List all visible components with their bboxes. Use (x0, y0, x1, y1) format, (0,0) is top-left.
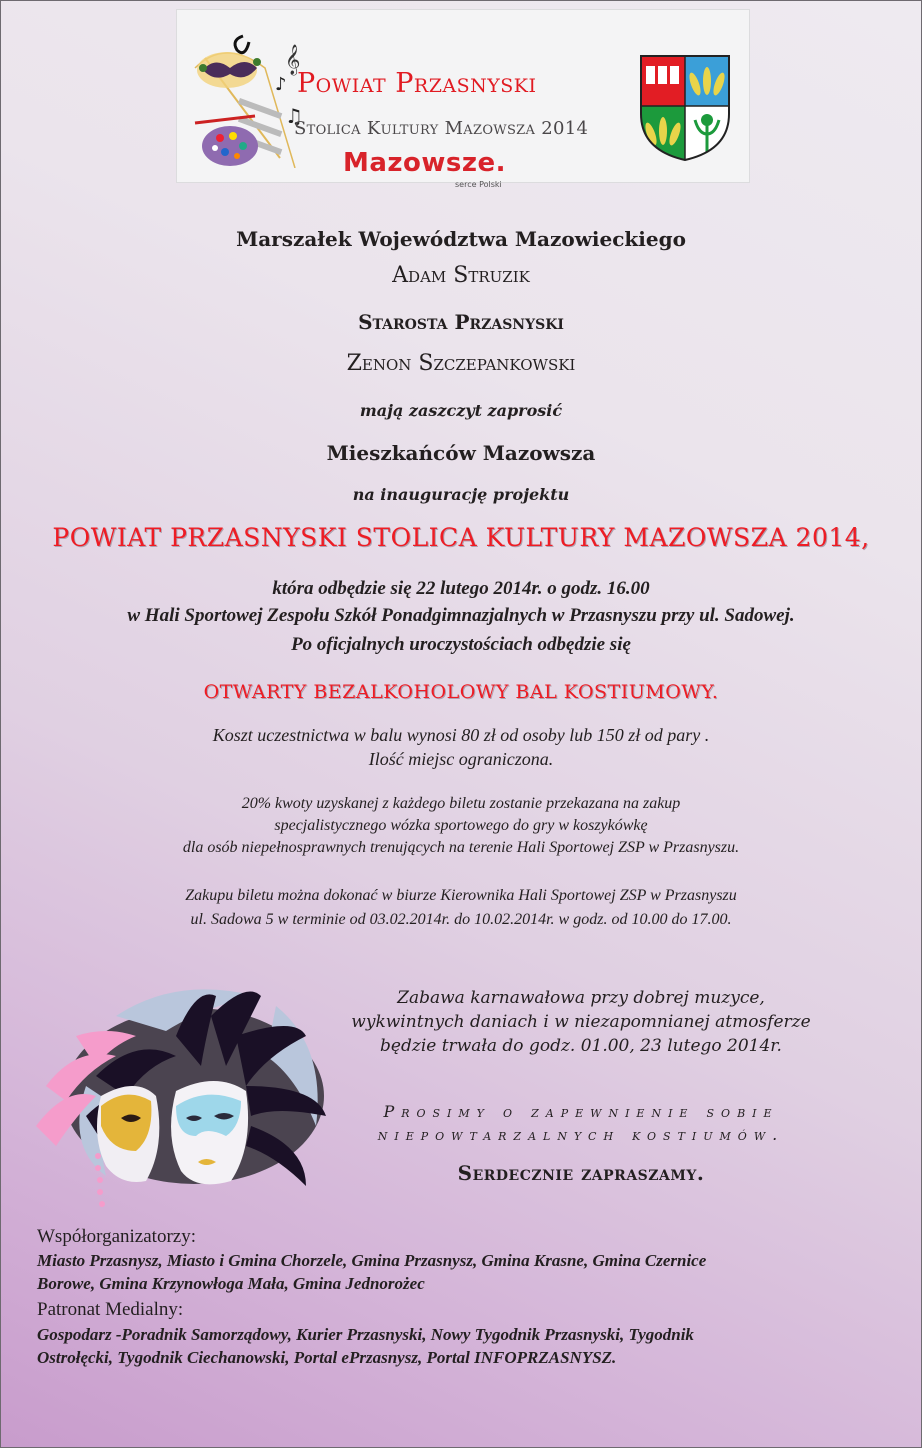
host-name-szczepankowski: Zenon Szczepankowski (346, 351, 576, 376)
host-name-struzik: Adam Struzik (392, 263, 530, 288)
party-line-3: będzie trwała do godz. 01.00, 23 lutego 2014r. (380, 1036, 782, 1056)
tickets-line-2: ul. Sadowa 5 w terminie od 03.02.2014r. do 10.02.2014r. w godz. od 10.00 do 17.00. (190, 911, 732, 928)
media-patrons-line-1: Gospodarz -Poradnik Samorządowy, Kurier Przasnyski, Nowy Tygodnik Przasnyski, Tygodnik (37, 1325, 694, 1344)
tickets-line-1: Zakupu biletu można dokonać w biurze Kierownika Hali Sportowej ZSP w Przasnyszu (185, 887, 737, 904)
svg-text:♫: ♫ (285, 104, 303, 128)
host-title-marshal: Marszałek Województwa Mazowieckiego (236, 227, 686, 251)
event-venue: w Hali Sportowej Zespołu Szkół Ponadgimnazjalnych w Przasnyszu przy ul. Sadowej. (127, 605, 795, 626)
seats-limited: Ilość miejsc ograniczona. (368, 749, 554, 769)
headline: POWIAT PRZASNYSKI STOLICA KULTURY MAZOWSZA 2014, (52, 523, 870, 552)
charity-line-3: dla osób niepełnosprawnych trenujących na terenie Hali Sportowej ZSP w Przasnyszu. (182, 839, 740, 856)
mazowsze-logo: Mazowsze. (343, 148, 507, 178)
event-date: która odbędzie się 22 lutego 2014r. o godz. 16.00 (272, 578, 650, 599)
cost-line: Koszt uczestnictwa w balu wynosi 80 zł od osoby lub 150 zł od pary . (212, 725, 710, 745)
coat-of-arms-icon (639, 54, 731, 162)
svg-text:𝄞: 𝄞 (285, 45, 301, 75)
charity-line-1: 20% kwoty uzyskanej z każdego biletu zostanie przekazana na zakup (241, 795, 681, 812)
svg-text:♪: ♪ (275, 74, 287, 95)
closing-greeting: Serdecznie zapraszamy. (457, 1161, 705, 1185)
costume-note-line-1: Prosimy o zapewnienie sobie (383, 1102, 779, 1121)
host-title-starosta: Starosta Przasnyski (358, 310, 564, 334)
banner-subtitle: Stolica Kultury Mazowsza 2014 (294, 118, 589, 139)
charity-line-2: specjalistycznego wózka sportowego do gry w koszykówkę (274, 817, 648, 834)
invite-audience: Mieszkańców Mazowsza (326, 441, 596, 465)
party-line-2: wykwintnych daniach i w niezapomnianej atmosferze (351, 1012, 811, 1032)
carnival-masks-illustration (26, 976, 346, 1226)
co-organizers-label: Współorganizatorzy: (37, 1226, 196, 1247)
banner-title: Powiat Przasnyski (297, 68, 537, 99)
media-patrons-label: Patronat Medialny: (37, 1299, 184, 1320)
mazowsze-tagline: serce Polski (455, 180, 502, 189)
art-palette-mask-icon (185, 28, 305, 168)
costume-note-line-2: niepowtarzalnych kostiumów. (377, 1125, 785, 1144)
ball-title: OTWARTY BEZALKOHOLOWY BAL KOSTIUMOWY. (203, 681, 719, 703)
logo-banner (176, 9, 750, 189)
party-line-1: Zabawa karnawałowa przy dobrej muzyce, (397, 988, 765, 1008)
invite-line: mają zaszczyt zaprosić (359, 401, 563, 420)
invite-project: na inaugurację projektu (352, 485, 570, 504)
co-organizers-line-2: Borowe, Gmina Krzynowłoga Mała, Gmina Jednorożec (37, 1274, 425, 1293)
media-patrons-line-2: Ostrołęcki, Tygodnik Ciechanowski, Portal ePrzasnysz, Portal INFOPRZASNYSZ. (37, 1348, 617, 1367)
co-organizers-line-1: Miasto Przasnysz, Miasto i Gmina Chorzele, Gmina Przasnysz, Gmina Krasne, Gmina Czernice (37, 1251, 707, 1270)
event-followup: Po oficjalnych uroczystościach odbędzie się (291, 634, 631, 655)
